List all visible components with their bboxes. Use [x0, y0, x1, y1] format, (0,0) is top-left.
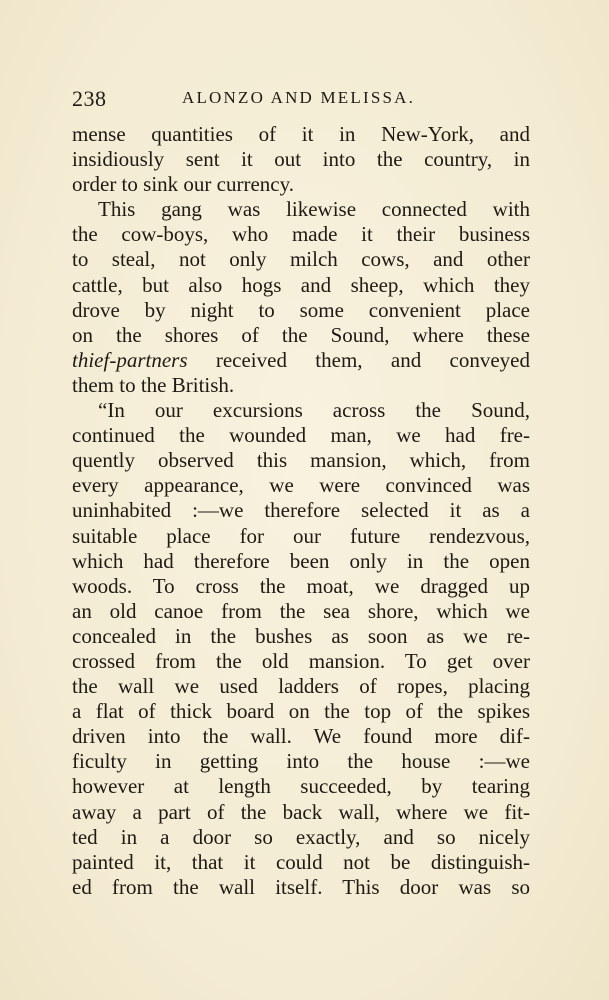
- text-line: mense quantities of it in New-York, and: [72, 122, 530, 146]
- text-line: uninhabited :—we therefore selected it as a: [72, 498, 530, 523]
- text-line: an old canoe from the sea shore, which we: [72, 598, 530, 623]
- text-line: This gang was likewise connected with: [98, 197, 530, 222]
- text-line: ted in a door so exactly, and so nicely: [72, 824, 530, 849]
- text-line: them to the British.: [72, 372, 235, 397]
- text-line: a flat of thick board on the top of the spikes: [72, 699, 530, 724]
- text-line: to steal, not only milch cows, and other: [72, 247, 530, 272]
- text-line: painted it, that it could not be distinguish-: [72, 849, 530, 874]
- text-line: suitable place for our future rendezvous,: [72, 523, 530, 548]
- text-line: woods. To cross the moat, we dragged up: [72, 573, 530, 598]
- text-line: which had therefore been only in the open: [72, 548, 530, 573]
- body-text: [72, 122, 530, 900]
- text-line: insidiously sent it out into the country, in: [72, 147, 530, 172]
- text-line: the cow-boys, who made it their business: [72, 222, 530, 247]
- text-line: the wall we used ladders of ropes, placing: [72, 674, 530, 699]
- text-line: every appearance, we were convinced was: [72, 473, 530, 498]
- text-line: however at length succeeded, by tearing: [72, 774, 530, 799]
- text-line: continued the wounded man, we had fre-: [72, 423, 530, 448]
- text-line: driven into the wall. We found more dif-: [72, 724, 530, 749]
- text-line: crossed from the old mansion. To get over: [72, 648, 530, 673]
- text-line: drove by night to some convenient place: [72, 297, 530, 322]
- text-line: ed from the wall itself. This door was so: [72, 874, 530, 899]
- page-number: 238: [72, 86, 107, 111]
- text-line: quently observed this mansion, which, from: [72, 448, 530, 473]
- text-line: order to sink our currency.: [72, 172, 294, 197]
- text-line: “In our excursions across the Sound,: [98, 398, 530, 423]
- running-title: ALONZO AND MELISSA.: [182, 88, 416, 107]
- line-remainder: received them, and conveyed: [187, 347, 530, 372]
- text-line: cattle, but also hogs and sheep, which they: [72, 272, 530, 297]
- text-line: ficulty in getting into the house :—we: [72, 749, 530, 774]
- text-line: concealed in the bushes as soon as we re-: [72, 623, 530, 648]
- italic-phrase: thief-partners: [72, 347, 188, 372]
- text-line-italic: [72, 348, 530, 373]
- text-line: on the shores of the Sound, where these: [72, 322, 530, 347]
- running-head: [72, 86, 530, 116]
- text-line: away a part of the back wall, where we fit-: [72, 799, 530, 824]
